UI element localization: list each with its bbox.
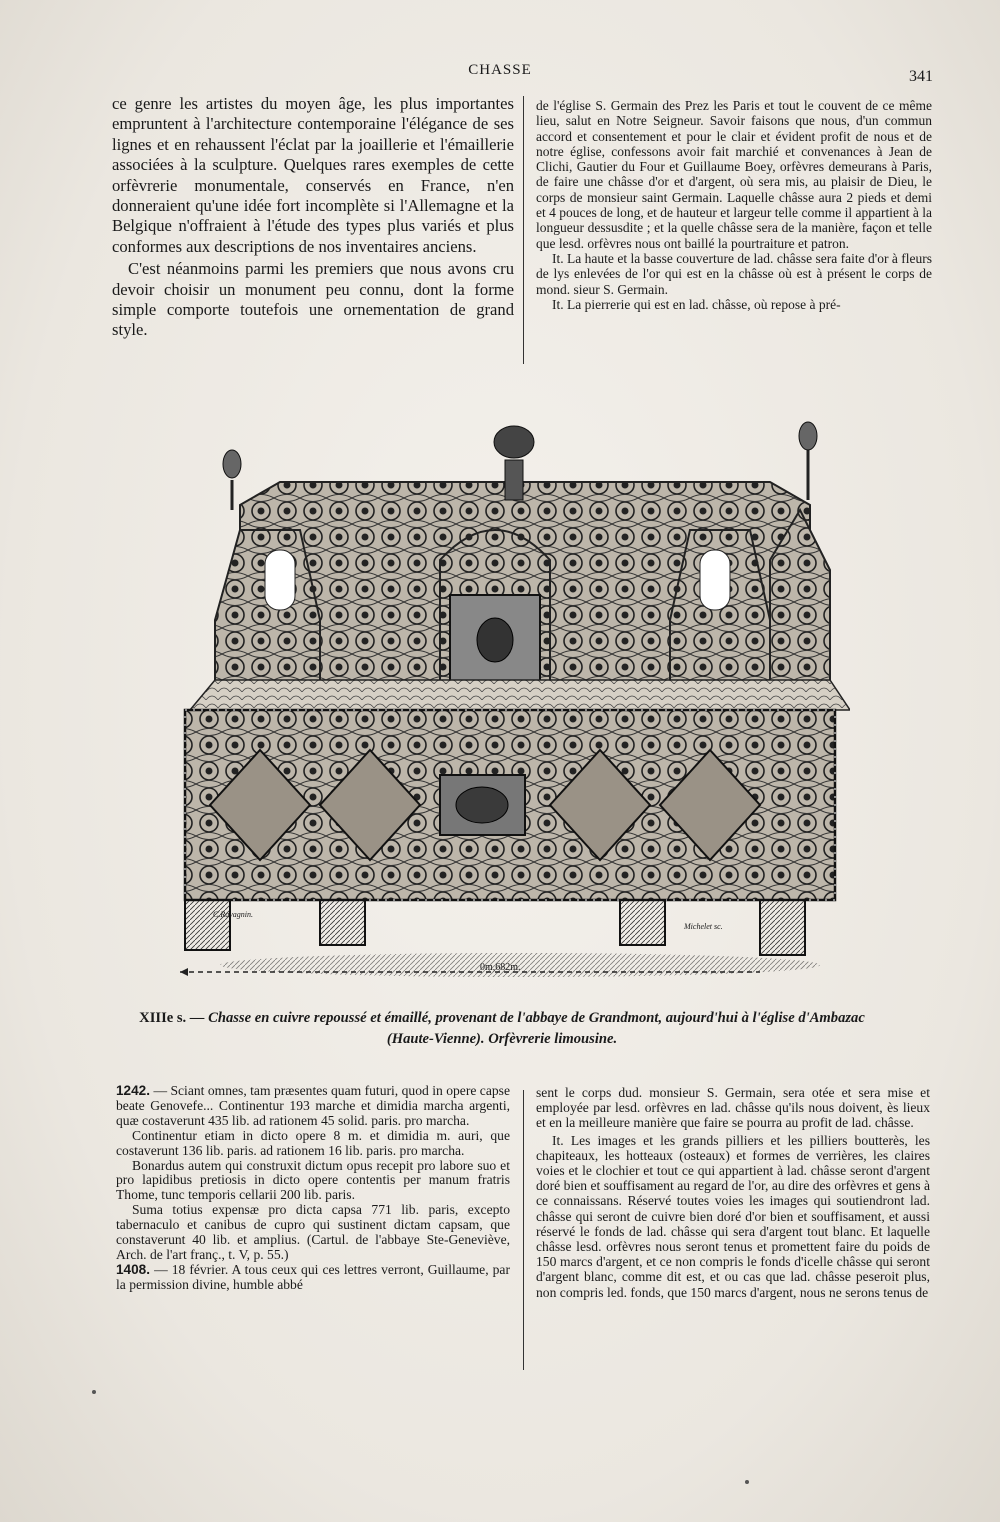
right-column-bottom xyxy=(536,1085,930,1300)
paragraph: C'est néanmoins parmi les premiers que nous avons cru devoir choisir un monument peu connu, dont la forme simple comporte toutefois une ornementation de grand style. xyxy=(112,259,514,340)
paragraph: sent le corps dud. monsieur S. Germain, sera otée et sera mise et employée par lesd. orfèvres en lad. châsse qu'ils nous doivent, ès lieux et en la meilleure manière que faire se pourra au profit de lad. châsse. xyxy=(536,1085,930,1131)
paragraph: It. La haute et la basse couverture de lad. châsse sera faite d'or à fleurs de lys enlevées de l'or qui est en la châsse où est à présent le corps de mond. sieur S. Germain. xyxy=(536,250,932,297)
paragraph: Suma totius expensæ pro dicta capsa 771 lib. paris, excepto tabernaculo et canibus de cupro qui sustinent dictam capsam, que constaverunt 40 lib. et amplius. (Cartul. de l'abbaye Ste-Geneviève, Arch. de l'art franç., t. V, p. 55.) xyxy=(116,1202,510,1262)
page-number: 341 xyxy=(909,68,933,85)
column-rule xyxy=(523,96,524,364)
paragraph: ce genre les artistes du moyen âge, les plus importantes empruntent à l'architecture contemporaine l'élégance de ses lignes et en rehaussent l'éclat par la joaillerie et l'émaillerie associées à la sculpture. Quelques rares exemples de cette orfèvrerie monumentale, conservés en France, n'en donneraient qu'une idée fort incomplète si l'Allemagne et la Belgique n'offraient à l'étude des types plus variés et plus conformes aux descriptions de nos inventaires anciens. xyxy=(112,94,514,256)
column-rule xyxy=(523,1090,524,1370)
running-head: CHASSE xyxy=(468,62,532,78)
paragraph: Bonardus autem qui construxit dictum opus recepit pro labore suo et pro lapidibus pretiosis in dicto opere contentis per manum fratris Thome, tunc temporis cellarii 200 lib. paris. xyxy=(116,1157,510,1203)
paragraph: de l'église S. Germain des Prez les Paris et tout le couvent de ce même lieu, salut en Notre Seigneur. Savoir faisons que nous, d'un commun accord et consentement et pour le clair et évident profit de nous et de notre église, confessons avoir fait marchié et convenances à Jean de Clichi, Gautier du Four et Guillaume Boey, orfèvres demeurans à Paris, de faire une châsse d'or et d'argent, où sera mis, au plaisir de Dieu, le corps de monsieur saint Germain. Laquelle châsse aura 2 pieds et demi et 4 pouces de long, et de hauteur et largeur telle comme il appartient à la longueur dessusdite ; et la quelle châsse sera de la manière, façon et telle que lesd. orfèvres nous ont baillé la pourtraiture et patron. xyxy=(536,98,932,251)
caption-century: XIIIe s. xyxy=(139,1010,187,1026)
engraver-signature-left: C.Ravagnin. xyxy=(213,910,253,919)
entry-number: 1242. xyxy=(116,1083,151,1098)
reliquary-engraving xyxy=(170,420,850,990)
caption-text: — Chasse en cuivre repoussé et émaillé, provenant de l'abbaye de Grandmont, aujourd'hui à l'église d'Ambazac (Haute-Vienne). Orfèvrerie limousine. xyxy=(189,1010,865,1047)
left-column-bottom xyxy=(116,1084,510,1293)
entry-1242 xyxy=(116,1084,510,1129)
paragraph: It. Les images et les grands pilliers et les pilliers boutterès, les chapiteaux, les hotteaux (osteaux) et formes de verrières, les claires voies et le clochier et tout ce qui appartient à lad. châsse seront d'argent doré bien et souffisament au regard de l'or, au dire des orfèvres et gens à ce connaissans. Réservé toutes voies les images qui soutiendront lad. châsse qui seront de cuivre bien doré d'or bien et souffisament, et aussi réservé le fonds de lad. châsse qui sera d'argent tout blanc. Et laquelle châsse lesd. orfèvres nous seront tenus et promettent faire du poids de 150 marcs d'argent, et ce non compris le fonds d'icelle châsse qui seront d'argent blanc, comme dit est, et ou cas que lad. châsse peseroit plus, non compris led. fonds, que 150 marcs d'argent, nous ne serons tenus de xyxy=(536,1132,930,1300)
scale-label: 0m,682m. xyxy=(480,962,521,973)
entry-text: — 18 février. A tous ceux qui ces lettres verront, Guillaume, par la permission divine, humble abbé xyxy=(116,1261,510,1292)
entry-number: 1408. xyxy=(116,1261,151,1277)
left-column-top xyxy=(112,94,514,341)
reliquary-illustration xyxy=(170,420,850,990)
right-column-top xyxy=(536,98,932,312)
figure-caption xyxy=(120,1008,884,1050)
print-speck xyxy=(745,1480,749,1484)
print-speck xyxy=(92,1390,96,1394)
entry-1408 xyxy=(116,1263,510,1293)
paragraph: It. La pierrerie qui est en lad. châsse, où repose à pré- xyxy=(552,296,841,312)
engraver-signature-right: Michelet sc. xyxy=(684,922,723,931)
entry-text: — Sciant omnes, tam præsentes quam futuri, quod in opere capse beate Genovefe... Continentur 193 marche et dimidia marcha argenti, quæ costaverunt 435 lib. ad rationem 45 solid. paris. pro marcha. xyxy=(116,1083,510,1128)
paragraph: Continentur etiam in dicto opere 8 m. et dimidia m. auri, que costaverunt 136 lib. paris. ad rationem 16 lib. paris. pro marcha. xyxy=(116,1127,510,1158)
